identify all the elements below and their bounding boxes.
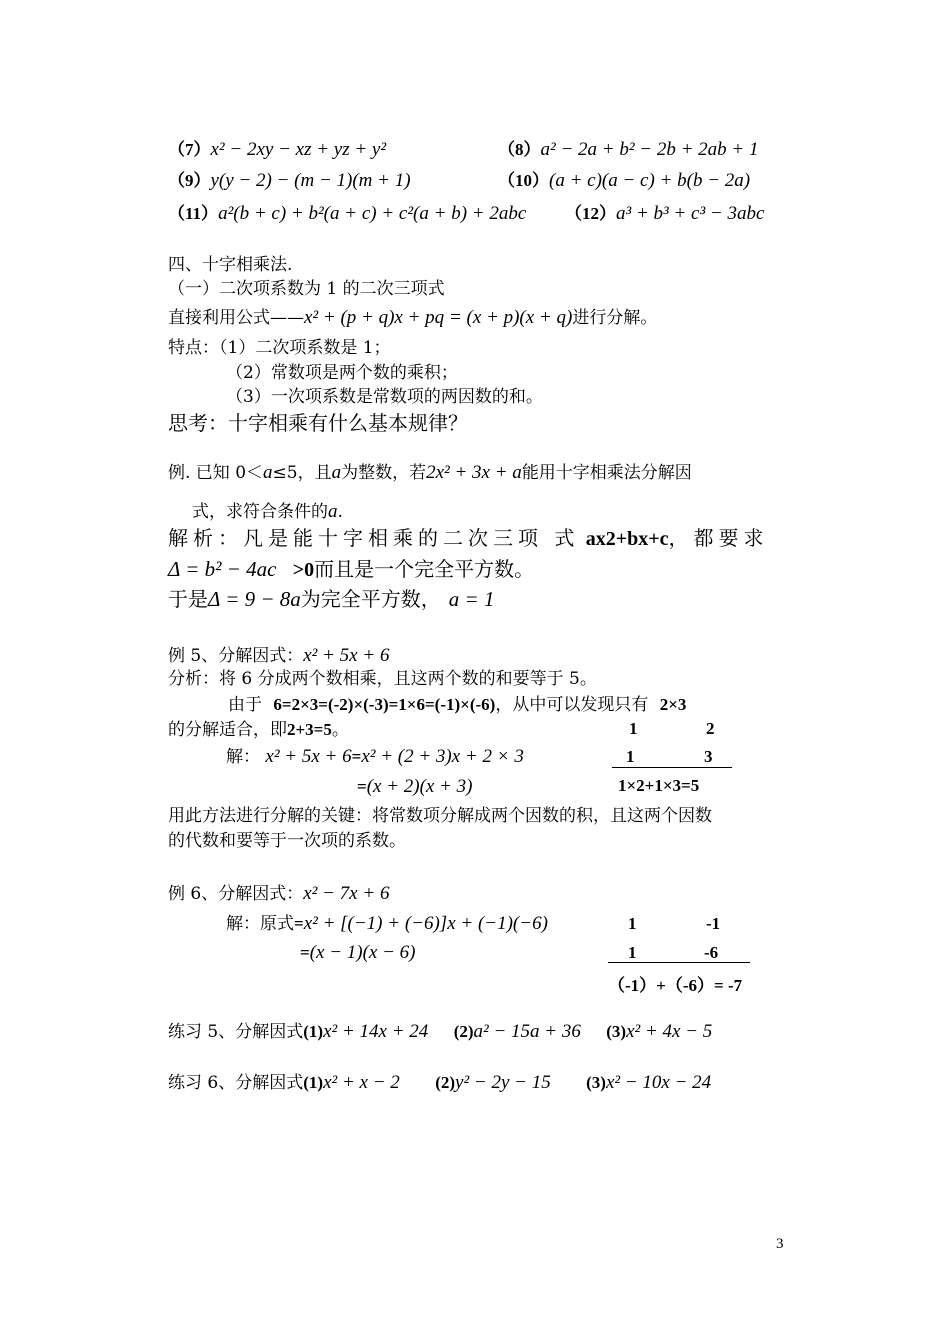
result-a: a = 1 <box>448 587 495 611</box>
discriminant-expression: Δ = b² − 4ac <box>168 557 277 581</box>
item-number: (3) <box>606 1022 627 1041</box>
key-point-1: 用此方法进行分解的关键：将常数项分解成两个因数的积，且这两个因数 <box>168 806 712 826</box>
analysis-line-1 <box>168 526 769 552</box>
cross-bottom-right: 3 <box>704 747 713 766</box>
feature-3: （3）一次项系数是常数项的两因数的和。 <box>226 387 543 407</box>
problem-expression: a²(b + c) + b²(a + c) + c²(a + b) + 2abc <box>218 203 527 224</box>
problem-expression: a³ + b³ + c³ − 3abc <box>616 203 765 224</box>
item-expression: x² + 4x − 5 <box>626 1021 713 1042</box>
cross-bottom-left: 1 <box>628 943 637 962</box>
item-expression: x² + 14x + 24 <box>323 1021 429 1042</box>
item-number: (2) <box>453 1022 474 1041</box>
item-number: (2) <box>435 1073 456 1092</box>
example-text: 能用十字相乘法分解因 <box>521 463 692 483</box>
problem-7 <box>168 138 386 162</box>
practice-label: 练习 5、分解因式 <box>168 1022 304 1042</box>
section-subtitle: （一）二次项系数为 1 的二次三项式 <box>168 279 445 299</box>
problem-8 <box>498 138 759 162</box>
problem-expression: (a + c)(a − c) + b(b − 2a) <box>549 170 751 191</box>
analysis-text: 而且是一个完全平方数。 <box>314 557 535 581</box>
example-expression: x² − 7x + 6 <box>303 883 390 904</box>
solution-expression: x² + 5x + 6 <box>265 746 352 767</box>
cross-sum: （-1）+（-6）= -7 <box>608 976 743 995</box>
cross-bottom-left: 1 <box>626 747 635 766</box>
item-expression: a² − 15a + 36 <box>473 1021 581 1042</box>
practice-label: 练习 6、分解因式 <box>168 1073 304 1093</box>
formula-suffix: 进行分解。 <box>572 308 658 328</box>
example-5-solution-2 <box>357 775 473 799</box>
solution-expression: x² + (2 + 3)x + 2 × 3 <box>361 746 524 767</box>
example-5-line-4 <box>168 719 349 741</box>
cross-bottom-right: -6 <box>704 943 719 962</box>
example-line-1 <box>168 461 692 485</box>
formula-expression: x² + (p + q)x + pq = (x + p)(x + q) <box>304 307 573 328</box>
analysis-text: 解析：凡是能十字相乘的二次三项 式 <box>168 526 580 550</box>
think-question: 思考：十字相乘有什么基本规律？ <box>168 411 468 435</box>
example-5-solution <box>226 745 524 769</box>
example-text: 式，求符合条件的 <box>192 502 328 522</box>
analysis-text: ，都要求 <box>668 526 769 550</box>
example-6-title <box>168 882 389 906</box>
example-label: 例 5、分解因式： <box>168 646 304 666</box>
problem-number: （7） <box>168 140 211 159</box>
sum-check: 2+3=5 <box>287 720 332 739</box>
var-a: a <box>263 462 273 483</box>
factor-pairs: 6=2×3=(-2)×(-3)=1×6=(-1)×(-6) <box>273 695 496 714</box>
practice-5 <box>168 1020 712 1044</box>
solution-expression: x² + [(−1) + (−6)]x + (−1)(−6) <box>303 913 548 934</box>
cross-top-right: 2 <box>706 719 715 738</box>
problem-9 <box>168 169 411 193</box>
problem-number: （9） <box>168 171 211 190</box>
solution-label: 解：原式 <box>226 914 294 934</box>
analysis-text: 于是 <box>168 587 208 611</box>
problem-expression: a² − 2a + b² − 2b + 2ab + 1 <box>540 139 759 160</box>
example-5-analysis: 分析：将 6 分成两个数相乘，且这两个数的和要等于 5。 <box>168 669 597 689</box>
example-label: 例 6、分解因式： <box>168 884 304 904</box>
example-text: 为整数，若 <box>341 463 427 483</box>
problem-10 <box>498 169 750 193</box>
problem-number: （8） <box>498 140 541 159</box>
example-line-2 <box>192 500 343 524</box>
greater-than-zero: >0 <box>292 559 315 581</box>
cross-top-left: 1 <box>629 719 638 738</box>
analysis-line-2 <box>168 556 534 583</box>
analysis-line-3 <box>168 586 494 612</box>
solution-result: (x − 1)(x − 6) <box>309 942 416 963</box>
equals-sign: = <box>300 943 310 962</box>
example-5-title <box>168 644 389 668</box>
text: ，从中可以发现只有 <box>495 695 649 715</box>
example-5-line-3 <box>228 694 686 716</box>
problem-expression: x² − 2xy − xz + yz + y² <box>210 139 387 160</box>
equals-sign: = <box>351 747 362 766</box>
cross-divider <box>608 962 750 963</box>
example-text: . <box>337 502 343 522</box>
chosen-pair: 2×3 <box>659 695 687 714</box>
text: 由于 <box>228 695 262 715</box>
var-a: a <box>331 462 342 483</box>
problem-number: （11） <box>168 204 219 223</box>
analysis-text: 为完全平方数， <box>300 587 441 611</box>
general-form: ax2+bx+c <box>585 528 669 550</box>
example-expression: x² + 5x + 6 <box>303 645 390 666</box>
problem-number: （10） <box>498 171 549 190</box>
example-6-solution-2 <box>300 941 416 965</box>
example-text: ≤5，且 <box>272 463 332 483</box>
solution-label: 解： <box>226 747 260 767</box>
feature-2: （2）常数项是两个数的乘积； <box>226 363 458 383</box>
item-expression: x² − 10x − 24 <box>605 1072 712 1093</box>
feature-1: 特点：（1）二次项系数是 1； <box>168 338 391 358</box>
equals-sign: = <box>357 777 367 796</box>
cross-sum: 1×2+1×3=5 <box>618 776 700 795</box>
problem-number: （12） <box>565 204 616 223</box>
text: 的分解适合，即 <box>168 720 287 740</box>
key-point-2: 的代数和要等于一次项的系数。 <box>168 831 406 851</box>
item-expression: x² + x − 2 <box>323 1072 400 1093</box>
problem-expression: y(y − 2) − (m − 1)(m + 1) <box>210 170 411 191</box>
equals-sign: = <box>294 914 304 933</box>
formula-prefix: 直接利用公式—— <box>168 308 304 328</box>
discriminant-value: Δ = 9 − 8a <box>208 587 301 611</box>
problem-12 <box>565 202 764 226</box>
section-title: 四、十字相乘法. <box>168 255 293 275</box>
example-6-solution <box>226 912 548 936</box>
example-text: 例. 已知 0＜ <box>168 463 264 483</box>
item-number: (3) <box>586 1073 606 1092</box>
item-expression: y² − 2y − 15 <box>455 1072 551 1093</box>
solution-result: (x + 2)(x + 3) <box>366 776 473 797</box>
practice-6 <box>168 1071 711 1095</box>
item-number: (1) <box>303 1073 324 1092</box>
text: 。 <box>331 720 349 740</box>
cross-top-left: 1 <box>628 914 637 933</box>
cross-divider <box>612 767 732 768</box>
page-number: 3 <box>776 1236 784 1252</box>
problem-11 <box>168 202 526 226</box>
item-number: (1) <box>303 1022 324 1041</box>
var-a: a <box>328 501 338 522</box>
example-expression: 2x² + 3x + a <box>426 462 522 483</box>
formula-line <box>168 306 657 330</box>
cross-top-right: -1 <box>706 914 721 933</box>
